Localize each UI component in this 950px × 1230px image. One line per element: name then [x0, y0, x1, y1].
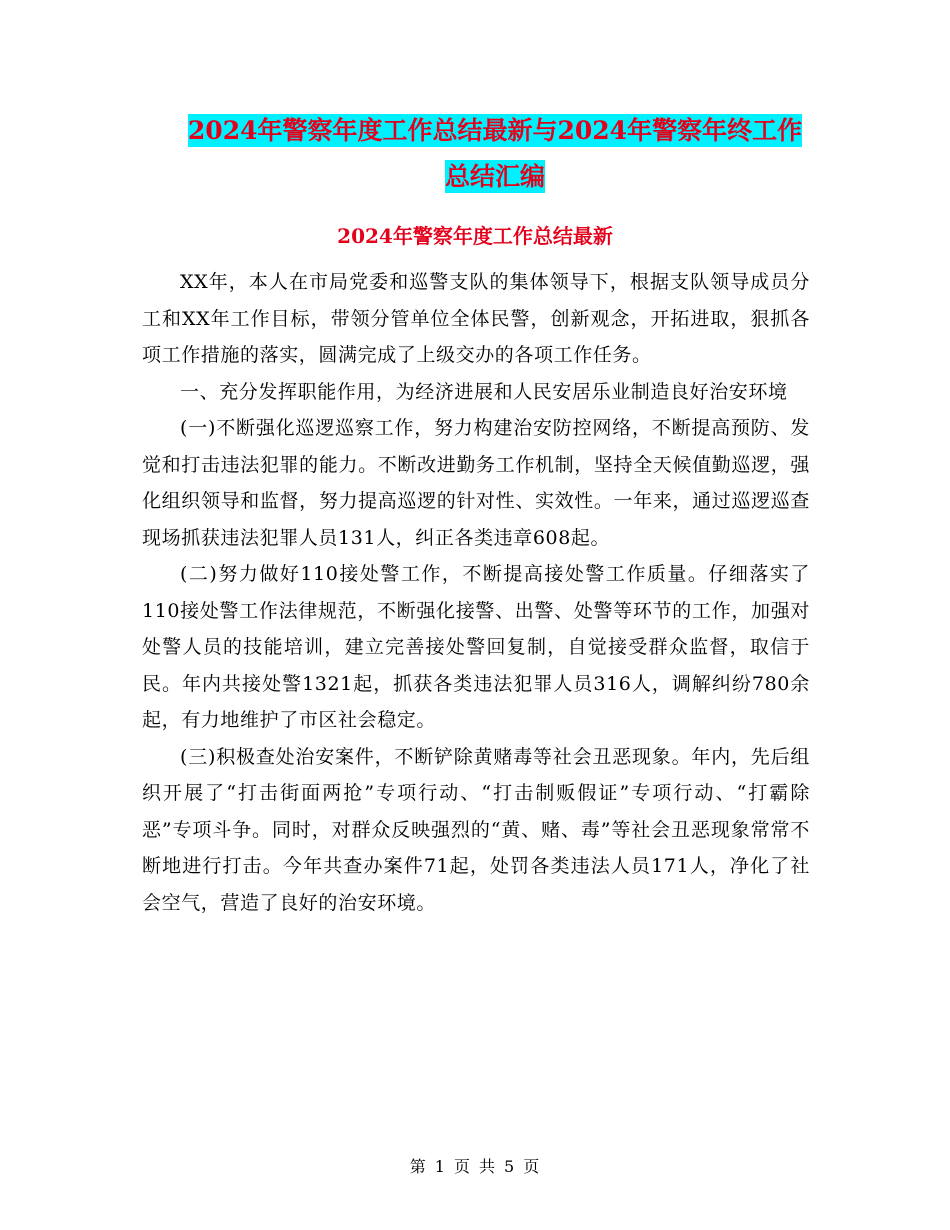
document-title-line2: 总结汇编 — [444, 162, 545, 191]
footer-prefix: 第 — [409, 1157, 427, 1176]
page-footer — [0, 1154, 950, 1177]
paragraph-intro: XX年，本人在市局党委和巡警支队的集体领导下，根据支队领导成员分工和XX年工作目标，带领分管单位全体民警，创新观念，开拓进取，狠抓各项工作措施的落实，圆满完成了上级交办的各项工作任务。 — [142, 271, 810, 366]
document-body — [142, 264, 810, 921]
paragraph-heading-1: 一、充分发挥职能作用，为经济进展和人民安居乐业制造良好治安环境 — [180, 380, 788, 403]
paragraph-item-2: (二)努力做好110接处警工作，不断提高接处警工作质量。仔细落实了110接处警工作法律规范，不断强化接警、出警、处警等环节的工作，加强对处警人员的技能培训，建立完善接处警回复制，自觉接受群众监督，取信于民。年内共接处警1321起，抓获各类违法犯罪人员316人，调解纠纷780余起，有力地维护了市区社会稳定。 — [142, 563, 810, 731]
document-title-line1: 2024年警察年度工作总结最新与2024年警察年终工作 — [187, 116, 803, 145]
paragraph-item-1: (一)不断强化巡逻巡察工作，努力构建治安防控网络，不断提高预防、发觉和打击违法犯罪的能力。不断改进勤务工作机制，坚持全天候值勤巡逻，强化组织领导和监督，努力提高巡逻的针对性、实效性。一年来，通过巡逻巡查现场抓获违法犯罪人员131人，纠正各类违章608起。 — [142, 417, 810, 549]
document-title — [140, 108, 850, 200]
footer-page-label: 页 — [453, 1157, 471, 1176]
paragraph-item-3: (三)积极查处治安案件，不断铲除黄赌毒等社会丑恶现象。年内，先后组织开展了“打击街面两抢”专项行动、“打击制贩假证”专项行动、“打霸除恶”专项斗争。同时，对群众反映强烈的“黄、赌、毒”等社会丑恶现象常常不断地进行打击。今年共查办案件71起，处罚各类违法人员171人，净化了社会空气，营造了良好的治安环境。 — [142, 745, 810, 914]
footer-suffix: 页 — [523, 1157, 541, 1176]
footer-total-label: 共 — [479, 1157, 497, 1176]
footer-total-pages: 5 — [504, 1157, 516, 1176]
footer-current-page: 1 — [434, 1157, 446, 1176]
section-title: 2024年警察年度工作总结最新 — [337, 224, 613, 248]
